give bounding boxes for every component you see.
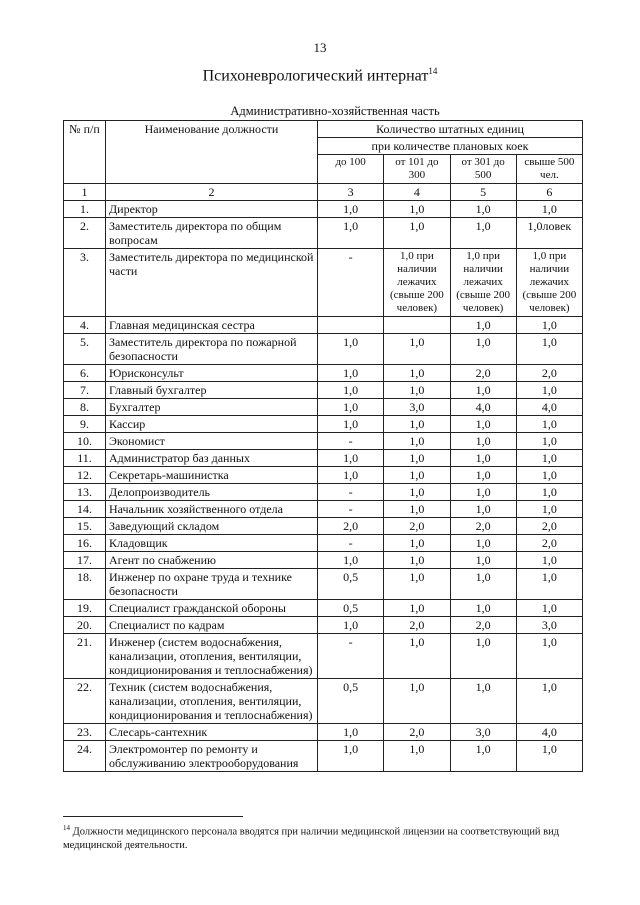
table-row <box>64 724 583 741</box>
staff-count: 1,0 <box>318 552 384 569</box>
row-number: 24. <box>64 741 106 772</box>
staff-count: 1,0 <box>384 634 450 679</box>
staff-count: 2,0 <box>516 518 582 535</box>
index-cell: 6 <box>516 184 582 201</box>
position-name: Начальник хозяйственного отдела <box>106 501 318 518</box>
header-count: Количество штатных единиц <box>318 121 583 138</box>
position-name: Заведующий складом <box>106 518 318 535</box>
staff-count: 1,0 <box>384 382 450 399</box>
staff-count: 1,0 <box>516 201 582 218</box>
staff-count: 3,0 <box>516 617 582 634</box>
position-name: Администратор баз данных <box>106 450 318 467</box>
header-name: Наименование должности <box>106 121 318 184</box>
position-name: Заместитель директора по медицинской части <box>106 249 318 317</box>
staff-count: 1,0 при наличии лежачих (свыше 200 человек) <box>450 249 516 317</box>
staff-count: 1,0 <box>318 467 384 484</box>
staff-count: 1,0 <box>450 201 516 218</box>
staff-count: 1,0 <box>384 334 450 365</box>
table-row <box>64 741 583 772</box>
position-name: Инженер (систем водоснабжения, канализации, отопления, вентиляции, кондиционирования и теплоснабжения) <box>106 634 318 679</box>
staff-count: 4,0 <box>516 399 582 416</box>
staff-count: 1,0 <box>318 201 384 218</box>
staff-count: 2,0 <box>516 535 582 552</box>
staff-count: 1,0 <box>384 433 450 450</box>
staff-count: 1,0 <box>516 634 582 679</box>
staff-count: 1,0 <box>516 450 582 467</box>
staff-count: 1,0 <box>384 450 450 467</box>
section-title: Административно-хозяйственная часть <box>230 104 440 118</box>
staff-count: 2,0 <box>384 518 450 535</box>
table-row <box>64 467 583 484</box>
staff-count: 2,0 <box>318 518 384 535</box>
staff-count: 1,0 <box>450 382 516 399</box>
staff-count: 4,0 <box>450 399 516 416</box>
staff-count: 1,0 <box>384 201 450 218</box>
position-name: Агент по снабжению <box>106 552 318 569</box>
header-beds-101-300: от 101 до 300 <box>384 155 450 184</box>
staff-count: 1,0 <box>450 416 516 433</box>
row-number: 12. <box>64 467 106 484</box>
row-number: 2. <box>64 218 106 249</box>
staff-count: 0,5 <box>318 569 384 600</box>
row-number: 10. <box>64 433 106 450</box>
staff-count: 1,0 <box>450 741 516 772</box>
row-number: 13. <box>64 484 106 501</box>
table-row <box>64 679 583 724</box>
table-row <box>64 249 583 317</box>
staff-count: 1,0 <box>384 552 450 569</box>
staff-count: 1,0 <box>384 467 450 484</box>
column-index-row <box>64 184 583 201</box>
staff-count: 1,0 <box>516 433 582 450</box>
position-name: Главный бухгалтер <box>106 382 318 399</box>
staff-count: 1,0 <box>318 416 384 433</box>
staff-count: 1,0 <box>516 679 582 724</box>
table-row <box>64 535 583 552</box>
staff-count: 3,0 <box>450 724 516 741</box>
staff-count: 1,0 <box>450 467 516 484</box>
staff-count: 1,0 <box>516 334 582 365</box>
index-cell: 4 <box>384 184 450 201</box>
position-name: Директор <box>106 201 318 218</box>
table-row <box>64 518 583 535</box>
row-number: 20. <box>64 617 106 634</box>
staff-count: 2,0 <box>450 365 516 382</box>
staff-count: 1,0 <box>318 365 384 382</box>
header-beds-500plus: свыше 500 чел. <box>516 155 582 184</box>
staff-count: 1,0 <box>516 317 582 334</box>
row-number: 14. <box>64 501 106 518</box>
table-row <box>64 600 583 617</box>
position-name: Техник (систем водоснабжения, канализации, отопления, вентиляции, кондиционирования и теплоснабжения) <box>106 679 318 724</box>
table-row <box>64 365 583 382</box>
row-number: 21. <box>64 634 106 679</box>
staff-count: - <box>318 634 384 679</box>
row-number: 22. <box>64 679 106 724</box>
index-cell: 2 <box>106 184 318 201</box>
table-row <box>64 382 583 399</box>
table-row <box>64 552 583 569</box>
table-row <box>64 484 583 501</box>
row-number: 18. <box>64 569 106 600</box>
staff-count: 2,0 <box>450 518 516 535</box>
table-row <box>64 399 583 416</box>
staff-count: 1,0 <box>384 535 450 552</box>
table-row <box>64 569 583 600</box>
staff-count: - <box>318 249 384 317</box>
row-number: 19. <box>64 600 106 617</box>
staff-count: 1,0ловек <box>516 218 582 249</box>
staff-count: 1,0 <box>516 484 582 501</box>
staff-count: 1,0 <box>450 634 516 679</box>
position-name: Делопроизводитель <box>106 484 318 501</box>
staff-count: 1,0 <box>384 365 450 382</box>
staff-count: 1,0 <box>318 382 384 399</box>
row-number: 4. <box>64 317 106 334</box>
staff-count: 1,0 <box>516 416 582 433</box>
staff-count: 1,0 <box>450 600 516 617</box>
position-name: Экономист <box>106 433 318 450</box>
staffing-table <box>63 120 583 772</box>
staff-count: 1,0 <box>318 450 384 467</box>
table-header <box>64 121 583 201</box>
title-text: Психоневрологический интернат <box>202 67 429 85</box>
table-row <box>64 501 583 518</box>
position-name: Бухгалтер <box>106 399 318 416</box>
page-title <box>0 66 640 85</box>
staff-count: - <box>318 501 384 518</box>
position-name: Специалист по кадрам <box>106 617 318 634</box>
position-name: Специалист гражданской обороны <box>106 600 318 617</box>
staff-count: 1,0 <box>384 416 450 433</box>
staff-count: 1,0 <box>318 741 384 772</box>
staff-count: 1,0 <box>450 450 516 467</box>
staff-count: 1,0 <box>450 535 516 552</box>
header-beds-100: до 100 <box>318 155 384 184</box>
position-name: Заместитель директора по пожарной безопасности <box>106 334 318 365</box>
position-name: Главная медицинская сестра <box>106 317 318 334</box>
staff-count: 1,0 <box>450 218 516 249</box>
table-body <box>64 201 583 772</box>
table-row <box>64 334 583 365</box>
row-number: 7. <box>64 382 106 399</box>
staff-count: 1,0 при наличии лежачих (свыше 200 человек) <box>516 249 582 317</box>
row-number: 11. <box>64 450 106 467</box>
table-row <box>64 450 583 467</box>
staff-count: 1,0 <box>516 467 582 484</box>
footnote-marker: 14 <box>428 66 438 76</box>
staff-count: 1,0 <box>384 741 450 772</box>
staff-count: 3,0 <box>384 399 450 416</box>
table-row <box>64 416 583 433</box>
table-row <box>64 634 583 679</box>
staff-count: - <box>318 484 384 501</box>
staff-count: 1,0 <box>450 484 516 501</box>
header-beds: при количестве плановых коек <box>318 138 583 155</box>
row-number: 8. <box>64 399 106 416</box>
staff-count: 1,0 <box>450 317 516 334</box>
staff-count: 1,0 <box>318 724 384 741</box>
row-number: 23. <box>64 724 106 741</box>
index-cell: 5 <box>450 184 516 201</box>
position-name: Заместитель директора по общим вопросам <box>106 218 318 249</box>
row-number: 6. <box>64 365 106 382</box>
staff-count: 2,0 <box>384 617 450 634</box>
staff-count: 4,0 <box>516 724 582 741</box>
header-beds-301-500: от 301 до 500 <box>450 155 516 184</box>
staff-count: 1,0 <box>450 433 516 450</box>
position-name: Инженер по охране труда и технике безопасности <box>106 569 318 600</box>
staff-count: 1,0 <box>318 334 384 365</box>
staff-count: 1,0 <box>450 501 516 518</box>
table-row <box>64 201 583 218</box>
row-number: 15. <box>64 518 106 535</box>
row-number: 9. <box>64 416 106 433</box>
staff-count: 1,0 <box>516 552 582 569</box>
staff-count: 1,0 <box>516 600 582 617</box>
staff-count: 2,0 <box>384 724 450 741</box>
position-name: Слесарь-сантехник <box>106 724 318 741</box>
staff-count: 1,0 <box>384 600 450 617</box>
staff-count: - <box>318 535 384 552</box>
position-name: Секретарь-машинистка <box>106 467 318 484</box>
row-number: 3. <box>64 249 106 317</box>
position-name: Электромонтер по ремонту и обслуживанию электрооборудования <box>106 741 318 772</box>
table-row <box>64 218 583 249</box>
row-number: 1. <box>64 201 106 218</box>
staff-count: - <box>318 433 384 450</box>
table-row <box>64 617 583 634</box>
position-name: Юрисконсульт <box>106 365 318 382</box>
staff-count: 1,0 при наличии лежачих (свыше 200 человек) <box>384 249 450 317</box>
staff-count: 1,0 <box>384 679 450 724</box>
index-cell: 3 <box>318 184 384 201</box>
staff-count: 1,0 <box>318 399 384 416</box>
staff-count: 2,0 <box>516 365 582 382</box>
staff-count: 1,0 <box>450 552 516 569</box>
staff-count: 0,5 <box>318 679 384 724</box>
staff-count: 1,0 <box>516 741 582 772</box>
row-number: 17. <box>64 552 106 569</box>
staff-count: 0,5 <box>318 600 384 617</box>
staff-count: 1,0 <box>516 501 582 518</box>
staff-count <box>318 317 384 334</box>
footnote-number: 14 <box>63 824 70 832</box>
staff-count: 1,0 <box>384 569 450 600</box>
staff-count: 1,0 <box>318 617 384 634</box>
row-number: 5. <box>64 334 106 365</box>
page-number: 13 <box>313 40 327 55</box>
table-row <box>64 317 583 334</box>
footnote-divider <box>63 816 243 817</box>
footnote-text: Должности медицинского персонала вводятся при наличии медицинской лицензии на соответствующий вид медицинской деятельности. <box>63 826 560 851</box>
row-number: 16. <box>64 535 106 552</box>
staff-count: 1,0 <box>450 569 516 600</box>
staff-count: 1,0 <box>450 334 516 365</box>
staff-count: 1,0 <box>384 501 450 518</box>
staff-count <box>384 317 450 334</box>
staff-count: 1,0 <box>516 382 582 399</box>
staff-count: 1,0 <box>516 569 582 600</box>
footnote <box>63 822 583 852</box>
index-cell: 1 <box>64 184 106 201</box>
table-row <box>64 433 583 450</box>
header-num: № п/п <box>64 121 106 184</box>
staff-count: 1,0 <box>450 679 516 724</box>
staff-count: 2,0 <box>450 617 516 634</box>
staff-count: 1,0 <box>318 218 384 249</box>
position-name: Кассир <box>106 416 318 433</box>
staff-count: 1,0 <box>384 218 450 249</box>
staff-count: 1,0 <box>384 484 450 501</box>
position-name: Кладовщик <box>106 535 318 552</box>
